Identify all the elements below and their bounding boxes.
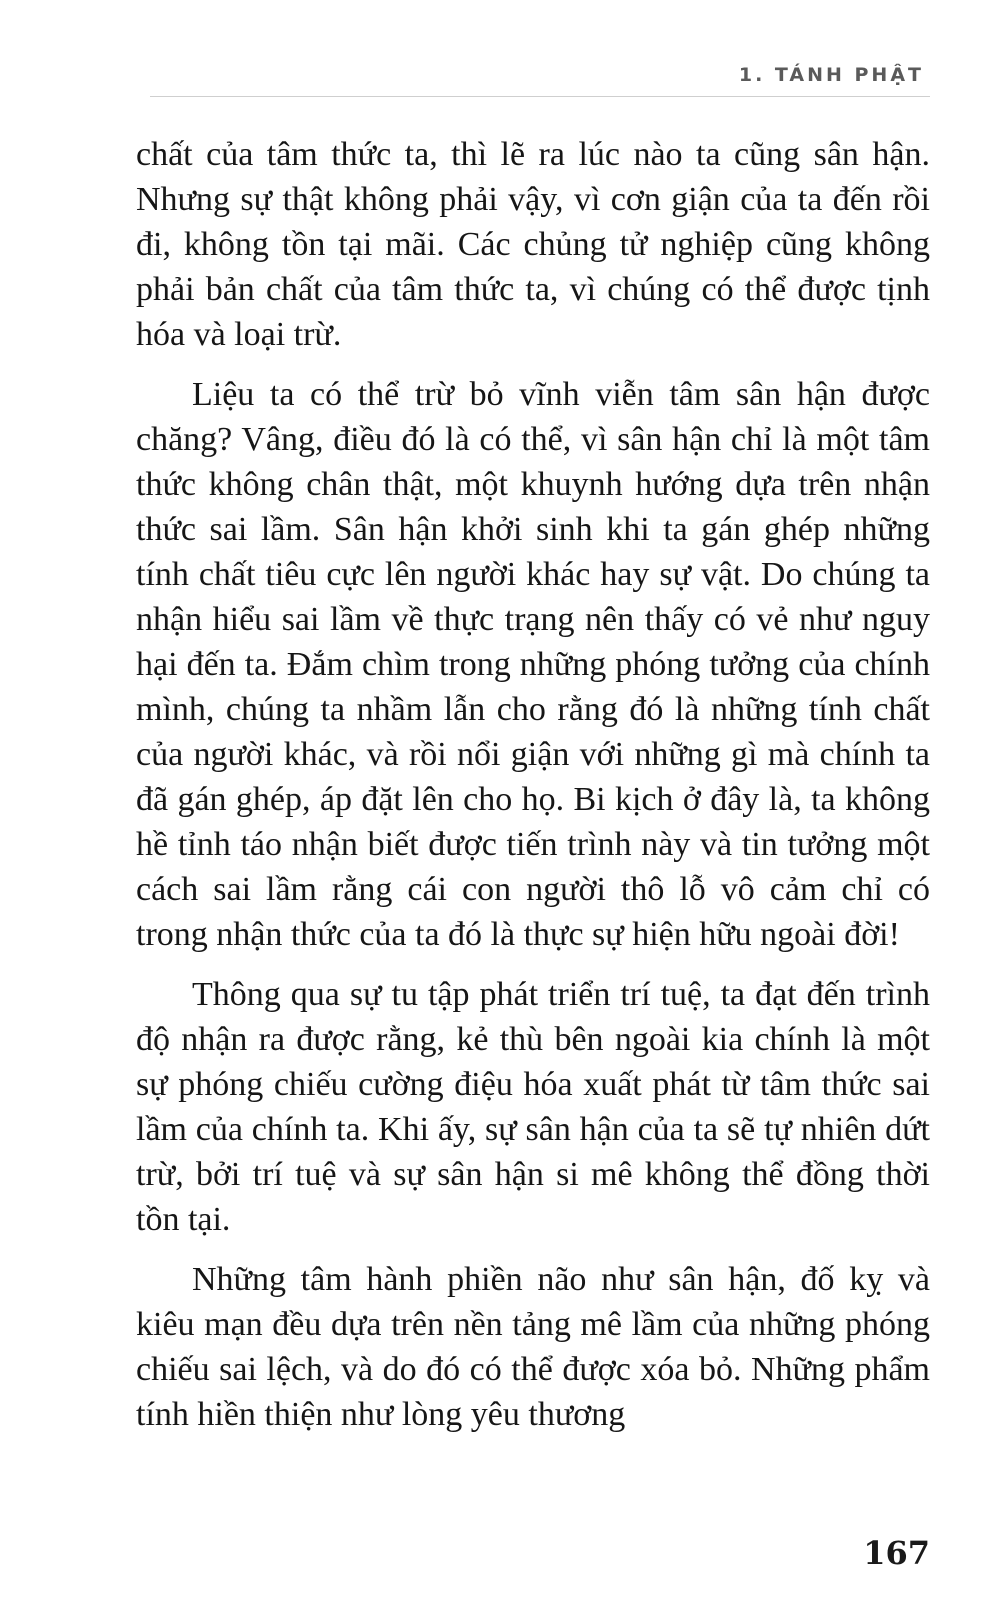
chapter-title: 1. TÁNH PHẬT xyxy=(738,64,924,86)
page-number: 167 xyxy=(863,1534,930,1572)
body-text xyxy=(136,132,930,1452)
paragraph: Những tâm hành phiền não như sân hận, đố kỵ và kiêu mạn đều dựa trên nền tảng mê lầm của những phóng chiếu sai lệch, và do đó có thể được xóa bỏ. Những phẩm tính hiền thiện như lòng yêu thương xyxy=(136,1261,930,1433)
paragraph: Liệu ta có thể trừ bỏ vĩnh viễn tâm sân hận được chăng? Vâng, điều đó là có thể, vì sân hận chỉ là một tâm thức không chân thật, một khuynh hướng dựa trên nhận thức sai lầm. Sân hận khởi sinh khi ta gán ghép những tính chất tiêu cực lên người khác hay sự vật. Do chúng ta nhận hiểu sai lầm về thực trạng nên thấy có vẻ như nguy hại đến ta. Đắm chìm trong những phóng tưởng của chính mình, chúng ta nhầm lẫn cho rằng đó là những tính chất của người khác, và rồi nổi giận với những gì mà chính ta đã gán ghép, áp đặt lên cho họ. Bi kịch ở đây là, ta không hề tỉnh táo nhận biết được tiến trình này và tin tưởng một cách sai lầm rằng cái con người thô lỗ vô cảm chỉ có trong nhận thức của ta đó là thực sự hiện hữu ngoài đời! xyxy=(136,376,930,953)
paragraph: Thông qua sự tu tập phát triển trí tuệ, ta đạt đến trình độ nhận ra được rằng, kẻ thù bên ngoài kia chính là một sự phóng chiếu cường điệu hóa xuất phát từ tâm thức sai lầm của chính ta. Khi ấy, sự sân hận của ta sẽ tự nhiên dứt trừ, bởi trí tuệ và sự sân hận si mê không thể đồng thời tồn tại. xyxy=(136,976,930,1238)
paragraph: chất của tâm thức ta, thì lẽ ra lúc nào ta cũng sân hận. Nhưng sự thật không phải vậy, vì cơn giận của ta đến rồi đi, không tồn tại mãi. Các chủng tử nghiệp cũng không phải bản chất của tâm thức ta, vì chúng có thể được tịnh hóa và loại trừ. xyxy=(136,136,930,353)
running-header xyxy=(150,58,930,97)
